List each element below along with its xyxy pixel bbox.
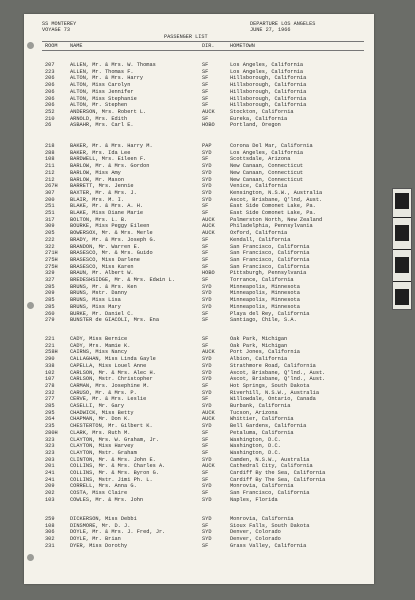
passenger-name: ALTON, Mr. Stephen <box>70 102 128 109</box>
hometown: Cardiff By The Sea, California <box>230 476 326 483</box>
direction: SF <box>202 542 209 549</box>
hometown: Washington, D.C. <box>230 443 281 450</box>
departure-date: JUNE 27, 1966 <box>250 27 291 33</box>
passenger-name: COLLINS, Mr. & Mrs. Byron G. <box>70 470 160 476</box>
passenger-name: BAKER, Mr. & Mrs. Harry M. <box>70 143 153 149</box>
hometown: Oak Park, Michigan <box>230 336 288 342</box>
direction: SF <box>202 68 209 75</box>
passenger-name: CORRELL, Mrs. Anna G. <box>70 483 137 490</box>
direction: SYD <box>202 183 212 190</box>
room-number: 323 <box>45 443 55 450</box>
direction: SF <box>202 522 209 529</box>
hometown: San Francisco, California <box>230 263 310 270</box>
ruler-mark <box>393 281 411 282</box>
direction: SYD <box>202 189 212 196</box>
passenger-name: BUNSTER de GIACOLI, Mrs. Ena <box>70 317 160 324</box>
ruler-mark <box>393 249 411 250</box>
passenger-name: CARLSON, Mstr. Christopher <box>70 376 153 383</box>
passenger-name: BREDESHSIDGE, Mr. & Mrs. Edwin L. <box>70 277 175 283</box>
hometown: San Francisco, California <box>230 256 310 263</box>
direction: SF <box>202 82 209 89</box>
room-number: 275H <box>45 256 58 263</box>
direction: SYD <box>202 403 212 409</box>
passenger-name: BRASESCO, Miss Darlene <box>70 256 140 263</box>
passenger-name: BRUNS, Mr. & Mrs. Ken <box>70 283 137 290</box>
room-number: 235 <box>45 423 55 430</box>
hometown: Sioux Falls, South Dakota <box>230 522 310 529</box>
hometown: Ascot, Brisbane, Q'lnd, Aust. <box>230 196 323 203</box>
hometown: Cathedral City, California <box>230 463 313 470</box>
hometown: Minneapolis, Minnesota <box>230 283 300 290</box>
hometown: Cardiff By the Sea, California <box>230 470 326 476</box>
hometown: Oxford, California <box>230 230 288 237</box>
passenger-name: COLLINS, Mr. & Mrs. Charles A. <box>70 463 166 470</box>
room-number: 290 <box>45 356 55 363</box>
room-number: 200 <box>45 196 55 203</box>
passenger-name: BARDWELL, Mrs. Eileen F. <box>70 156 147 163</box>
hometown: Willowdale, Ontario, Canada <box>230 396 316 403</box>
room-number: 317 <box>45 216 55 223</box>
hometown: East Side Comonet Lake, Pa. <box>230 203 316 210</box>
room-number: 26 <box>45 122 52 129</box>
direction: SF <box>202 95 209 102</box>
passenger-name: CERVE, Mr. & Mrs. Leslie <box>70 396 147 403</box>
direction: SYD <box>202 369 212 376</box>
hometown: Los Angeles, California <box>230 149 304 156</box>
hometown: Grass Valley, California <box>230 542 307 549</box>
passenger-name: DINSMORE, Mr. D. J. <box>70 522 131 529</box>
passenger-name: ASBAHR, Mrs. Carl E. <box>70 122 134 129</box>
room-number: 264 <box>45 416 55 423</box>
passenger-name: BAKER, Mrs. Ida Lee <box>70 149 131 156</box>
room-number: 206 <box>45 102 55 109</box>
hometown: Port Jones, California <box>230 349 300 356</box>
hometown: Hillsborough, California <box>230 75 307 82</box>
hometown: Scottsdale, Arizona <box>230 156 291 163</box>
passenger-name: CARLSON, Mr. & Mrs. Alec H. <box>70 369 156 376</box>
passenger-name: DYER, Miss Dorothy <box>70 542 128 549</box>
passenger-name: CASELLI, Mr. Gary <box>70 403 125 409</box>
hometown: Monrovia, California <box>230 483 294 490</box>
passenger-name: DICKERSON, Miss Debbi <box>70 516 137 522</box>
hometown: New Canaan, Connecticut <box>230 163 304 170</box>
room-number: 285 <box>45 297 55 304</box>
direction: SYD <box>202 149 212 156</box>
passenger-name: BRADY, Mr. & Mrs. Joseph G. <box>70 236 156 243</box>
direction: HOBO <box>202 270 215 277</box>
hometown: Denver, Colorado <box>230 536 281 543</box>
room-number: 251 <box>45 203 55 210</box>
direction: AUCK <box>202 223 215 230</box>
direction: SF <box>202 256 209 263</box>
ship-name: SS MONTEREY <box>42 21 77 27</box>
header-rule <box>42 41 364 42</box>
room-number: 285 <box>45 403 55 409</box>
hometown: Burbank, California <box>230 403 291 409</box>
direction: AUCK <box>202 230 215 237</box>
passenger-name: CLAYTON, Miss Harvey <box>70 443 134 450</box>
direction: SYD <box>202 496 212 503</box>
direction: AUCK <box>202 216 215 223</box>
hometown: Minneapolis, Minnesota <box>230 297 300 304</box>
direction: SYD <box>202 297 212 304</box>
passenger-name: CLAYTON, Mstr. Graham <box>70 449 137 456</box>
room-number: 277 <box>45 396 55 403</box>
room-number: 302 <box>45 536 55 543</box>
direction: SYD <box>202 283 212 290</box>
direction: SYD <box>202 176 212 183</box>
passenger-name: DOYLE, Mr. Brian <box>70 536 121 543</box>
room-number: 103 <box>45 496 55 503</box>
room-number: 267H <box>45 183 58 190</box>
direction: SYD <box>202 456 212 463</box>
passenger-name: CAIRNS, Miss Nancy <box>70 349 128 356</box>
room-number: 206 <box>45 88 55 95</box>
direction: SF <box>202 243 209 250</box>
room-number: 259 <box>45 516 55 522</box>
hometown: Naples, Florida <box>230 496 278 503</box>
room-number: 278 <box>45 382 55 389</box>
direction: SF <box>202 102 209 109</box>
hometown: Philadelphia, Pennsylvania <box>230 223 313 230</box>
room-number: 202 <box>45 490 55 497</box>
direction: SF <box>202 277 209 283</box>
hometown: East Side Comonet Lake, Pa. <box>230 210 316 216</box>
room-number: 212 <box>45 169 55 176</box>
room-number: 221 <box>45 342 55 349</box>
direction: SF <box>202 250 209 257</box>
room-number: 210 <box>45 115 55 122</box>
passenger-name: ANDERSON, Mrs. Robert L. <box>70 108 147 115</box>
room-number: 280H <box>45 429 58 436</box>
table-row <box>24 317 374 324</box>
passenger-name: COLLINS, Mstr. Jimi Ph. L. <box>70 476 153 483</box>
passenger-name: BOLTON, Mrs. L. B. <box>70 216 128 223</box>
direction: SF <box>202 336 209 342</box>
direction: SYD <box>202 356 212 363</box>
room-number: 252 <box>45 108 55 115</box>
room-number: 327 <box>45 277 55 283</box>
passenger-name: ALTON, Mr. & Mrs. Harry <box>70 75 144 82</box>
room-number: 258H <box>45 349 58 356</box>
passenger-name: BOWERSOX, Mr. & Mrs. Merle <box>70 230 153 237</box>
room-number: 218 <box>45 143 55 149</box>
room-number: 223 <box>45 68 55 75</box>
room-number: 279 <box>45 317 55 324</box>
hometown: Ascot, Brisbane, Q'lnd., Aust. <box>230 369 326 376</box>
hometown: Kensington, N.S.W., Australia <box>230 189 323 196</box>
room-number: 108 <box>45 156 55 163</box>
passenger-name: ALLEN, Mr. & Mrs. W. Thomas <box>70 62 156 68</box>
room-number: 108 <box>45 522 55 529</box>
passenger-name: CHADWICK, Miss Betty <box>70 409 134 416</box>
voyage-number: VOYAGE 73 <box>42 27 71 33</box>
room-number: 206 <box>45 95 55 102</box>
direction: SF <box>202 342 209 349</box>
direction: SF <box>202 310 209 317</box>
passenger-name: BARLOW, Mr. Mason <box>70 176 125 183</box>
column-header-dir: DIR. <box>202 43 215 49</box>
hometown: Palmerston North, New Zealand <box>230 216 323 223</box>
room-number: 212 <box>45 176 55 183</box>
hometown: San Francisco, California <box>230 490 310 497</box>
direction: AUCK <box>202 463 215 470</box>
hometown: Tucson, Arizona <box>230 409 278 416</box>
passenger-name: BAXTER, Mr. & Mrs. J. <box>70 189 137 196</box>
passenger-name: BRUNS, Mstr. Danny <box>70 290 128 297</box>
passenger-name: ALTON, Miss Stephanie <box>70 95 137 102</box>
hometown: Riverhill, N.S.W., Australia <box>230 389 320 396</box>
ruler-block <box>395 193 409 209</box>
passenger-name: CADY, Miss Bernice <box>70 336 128 342</box>
page-title: PASSENGER LIST <box>164 34 208 40</box>
punch-hole <box>27 554 34 561</box>
hometown: Stockton, California <box>230 108 294 115</box>
passenger-name: ALTON, Miss Carolyn <box>70 82 131 89</box>
passenger-name: BLAKE, Miss Diane Marie <box>70 210 144 216</box>
passenger-name: BOURKE, Miss Peggy Eileen <box>70 223 150 230</box>
hometown: Ascot, Brisbane, Q'lnd., Aust. <box>230 376 326 383</box>
room-number: 206 <box>45 82 55 89</box>
room-number: 329 <box>45 270 55 277</box>
room-number: 260 <box>45 310 55 317</box>
column-header-rule <box>42 50 364 51</box>
hometown: Corona Del Mar, California <box>230 143 313 149</box>
hometown: Oak Park, Michigan <box>230 342 288 349</box>
hometown: San Francisco, California <box>230 250 310 257</box>
direction: SF <box>202 203 209 210</box>
hometown: Camden, N.S.W., Australia <box>230 456 310 463</box>
hometown: Washington, D.C. <box>230 449 281 456</box>
room-number: 285 <box>45 283 55 290</box>
room-number: 295 <box>45 409 55 416</box>
direction: SYD <box>202 389 212 396</box>
passenger-name: BLAIR, Mrs. M. I. <box>70 196 125 203</box>
passenger-name: CLINTON, Mr. & Mrs. John E. <box>70 456 156 463</box>
passenger-name: CARUSO, Mr. & Mrs. P. <box>70 389 137 396</box>
hometown: Washington, D.C. <box>230 436 281 443</box>
direction: SF <box>202 490 209 497</box>
passenger-name: BARLOW, Miss Amy <box>70 169 121 176</box>
direction: SF <box>202 75 209 82</box>
hometown: Portland, Oregon <box>230 122 281 129</box>
room-number: 209 <box>45 483 55 490</box>
column-header-hometown: HOMETOWN <box>230 43 255 49</box>
passenger-name: BRASESCO, Miss Karen <box>70 263 134 270</box>
passenger-name: CALLAGHAN, Miss Linda Gayle <box>70 356 156 363</box>
direction: SYD <box>202 483 212 490</box>
ruler-block <box>395 257 409 273</box>
room-number: 322 <box>45 243 55 250</box>
hometown: New Canaan, Connecticut <box>230 176 304 183</box>
hometown: Minneapolis, Minnesota <box>230 303 300 310</box>
room-number: 323 <box>45 436 55 443</box>
hometown: Hillsborough, California <box>230 95 307 102</box>
scale-ruler <box>392 188 412 310</box>
hometown: Strathmore Road, California <box>230 362 316 369</box>
hometown: Eureka, California <box>230 115 288 122</box>
passenger-name: BARRETT, Mrs. Jennie <box>70 183 134 190</box>
passenger-name: COSTA, Miss Claire <box>70 490 128 497</box>
passenger-name: BARLOW, Mr. & Mrs. Gordon <box>70 163 150 170</box>
hometown: Venice, California <box>230 183 288 190</box>
passenger-name: CADY, Mrs. Mamie K. <box>70 342 131 349</box>
direction: SF <box>202 156 209 163</box>
room-number: 102 <box>45 369 55 376</box>
direction: SF <box>202 210 209 216</box>
column-header-name: NAME <box>70 43 83 49</box>
column-header-room: ROOM <box>45 43 58 49</box>
passenger-name: DOYLE, Mr. & Mrs. J. Fred, Jr. <box>70 529 166 536</box>
direction: SYD <box>202 376 212 383</box>
hometown: San Francisco, California <box>230 243 310 250</box>
hometown: Minneapolis, Minnesota <box>230 290 300 297</box>
room-number: 338 <box>45 362 55 369</box>
direction: SYD <box>202 196 212 203</box>
ruler-block <box>395 289 409 305</box>
hometown: Hillsborough, California <box>230 102 307 109</box>
room-number: 306 <box>45 529 55 536</box>
hometown: Whittier, California <box>230 416 294 423</box>
direction: PAP <box>202 143 212 149</box>
hometown: Kendall, California <box>230 236 291 243</box>
direction: SYD <box>202 169 212 176</box>
direction: SF <box>202 470 209 476</box>
direction: SYD <box>202 536 212 543</box>
direction: AUCK <box>202 108 215 115</box>
hometown: Bell Gardens, California <box>230 423 307 430</box>
passenger-name: ALLEN, Mr. Thomas F. <box>70 68 134 75</box>
hometown: Los Angeles, California <box>230 62 304 68</box>
hometown: Petaluma, California <box>230 429 294 436</box>
hometown: Hillsborough, California <box>230 88 307 95</box>
hometown: Torrance, California <box>230 277 294 283</box>
passenger-name: CLARK, Mrs. Ruth M. <box>70 429 131 436</box>
hometown: Monrovia, California <box>230 516 294 522</box>
direction: SF <box>202 396 209 403</box>
direction: SYD <box>202 303 212 310</box>
room-number: 285 <box>45 303 55 310</box>
hometown: Los Angeles, California <box>230 68 304 75</box>
hometown: Pittsburgh, Pennsylvania <box>230 270 307 277</box>
hometown: Hot Springs, South Dakota <box>230 382 310 389</box>
room-number: 222 <box>45 236 55 243</box>
direction: SF <box>202 88 209 95</box>
room-number: 207 <box>45 62 55 68</box>
ruler-mark <box>393 217 411 218</box>
direction: SYD <box>202 516 212 522</box>
direction: SF <box>202 382 209 389</box>
passenger-name: ALTON, Miss Jennifer <box>70 88 134 95</box>
table-row <box>24 497 374 504</box>
room-number: 203 <box>45 456 55 463</box>
direction: SF <box>202 62 209 68</box>
passenger-name: BRUNS, Miss Mary <box>70 303 121 310</box>
hometown: Santiago, Chile, S.A. <box>230 317 297 324</box>
ruler-block <box>395 225 409 241</box>
passenger-name: ARNOLD, Mrs. Edith <box>70 115 128 122</box>
room-number: 323 <box>45 449 55 456</box>
room-number: 206 <box>45 75 55 82</box>
direction: SF <box>202 476 209 483</box>
table-row <box>24 122 374 129</box>
direction: HOBO <box>202 122 215 129</box>
direction: AUCK <box>202 349 215 356</box>
room-number: 205 <box>45 230 55 237</box>
room-number: 231 <box>45 542 55 549</box>
hometown: Albion, California <box>230 356 288 363</box>
room-number: 288 <box>45 149 55 156</box>
passenger-name: BRANDON, Mr. Warren E. <box>70 243 140 250</box>
room-number: 307 <box>45 189 55 196</box>
passenger-name: BRUNS, Miss Lisa <box>70 297 121 304</box>
hometown: New Canaan, Connecticut <box>230 169 304 176</box>
direction: SF <box>202 449 209 456</box>
passenger-name: BRAUN, Mr. Albert W. <box>70 270 134 277</box>
table-row <box>24 543 374 550</box>
passenger-name: CLAYTON, Mrs. W. Graham, Jr. <box>70 436 160 443</box>
room-number: 241 <box>45 476 55 483</box>
departure-port: DEPARTURE LOS ANGELES <box>250 21 316 27</box>
passenger-name: COWLES, Mr. & Mrs. John <box>70 496 144 503</box>
direction: SYD <box>202 290 212 297</box>
direction: SYD <box>202 362 212 369</box>
hometown: Hillsborough, California <box>230 82 307 89</box>
direction: SF <box>202 236 209 243</box>
passenger-name: CAPELLA, Miss Louel Anne <box>70 362 147 369</box>
passenger-name: BURKE, Mr. Daniel C. <box>70 310 134 317</box>
direction: SF <box>202 115 209 122</box>
direction: AUCK <box>202 409 215 416</box>
hometown: Playa del Rey, California <box>230 310 310 317</box>
room-number: 201 <box>45 463 55 470</box>
room-number: 107 <box>45 376 55 383</box>
direction: SF <box>202 429 209 436</box>
direction: SYD <box>202 423 212 430</box>
room-number: 251 <box>45 210 55 216</box>
direction: SF <box>202 263 209 270</box>
punch-hole <box>27 42 34 49</box>
direction: SF <box>202 443 209 450</box>
direction: AUCK <box>202 416 215 423</box>
hometown: Denver, Colorado <box>230 529 281 536</box>
room-number: 271H <box>45 250 58 257</box>
passenger-name: BLAKE, Mr. & Mrs. A. H. <box>70 203 144 210</box>
passenger-name: BRASESCO, Mr. & Mrs. Guido <box>70 250 153 257</box>
passenger-name: CARMAN, Mrs. Josephine M. <box>70 382 150 389</box>
room-number: 232 <box>45 389 55 396</box>
room-number: 209 <box>45 290 55 297</box>
room-number: 211 <box>45 163 55 170</box>
direction: SYD <box>202 529 212 536</box>
direction: SYD <box>202 163 212 170</box>
room-number: 241 <box>45 470 55 476</box>
direction: SF <box>202 317 209 324</box>
passenger-name: CHESTERTON, Mr. Gilbert K. <box>70 423 153 430</box>
passenger-name: CHAPMAN, Mr. Don K. <box>70 416 131 423</box>
room-number: 309 <box>45 223 55 230</box>
room-number: 275H <box>45 263 58 270</box>
passenger-list-page <box>24 14 374 584</box>
direction: SF <box>202 436 209 443</box>
room-number: 221 <box>45 336 55 342</box>
